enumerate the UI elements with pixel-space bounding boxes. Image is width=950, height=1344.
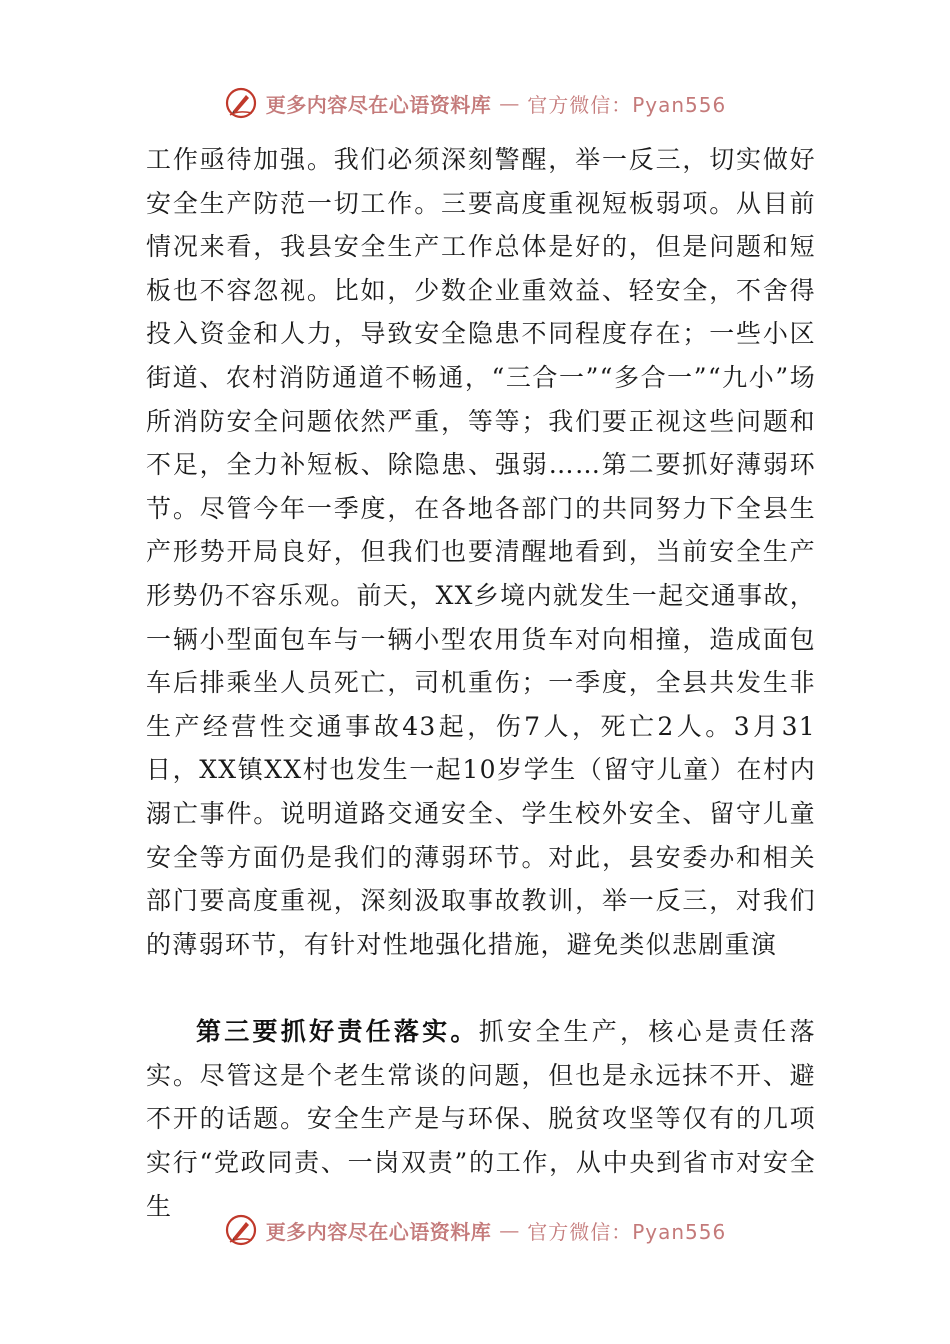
watermark-site-text: 更多内容尽在心语资料库 xyxy=(265,1219,492,1244)
document-body xyxy=(146,138,816,1228)
watermark-wechat-text: 官方微信：Pyan556 xyxy=(527,92,727,117)
paragraph-2-heading: 第三要抓好责任落实。 xyxy=(196,1017,479,1047)
footer-watermark xyxy=(0,1213,950,1247)
paragraph-2-body: 抓安全生产，核心是责任落实。尽管这是个老生常谈的问题，但也是永远抹不开、避不开的话题。安全生产是与环保、脱贫攻坚等仅有的几项实行“党政同责、一岗双责”的工作，从中央到省市对安全生 xyxy=(146,1017,816,1221)
watermark-site-text: 更多内容尽在心语资料库 xyxy=(265,92,492,117)
header-watermark xyxy=(0,86,950,120)
watermark-dash: — xyxy=(499,1218,520,1242)
paragraph-1: 工作亟待加强。我们必须深刻警醒，举一反三，切实做好安全生产防范一切工作。三要高度重视短板弱项。从目前情况来看，我县安全生产工作总体是好的，但是问题和短板也不容忽视。比如，少数企业重效益、轻安全，不舍得投入资金和人力，导致安全隐患不同程度存在；一些小区街道、农村消防通道不畅通，“三合一”“多合一”“九小”场所消防安全问题依然严重，等等；我们要正视这些问题和不足，全力补短板、除隐患、强弱……第二要抓好薄弱环节。尽管今年一季度，在各地各部门的共同努力下全县生产形势开局良好，但我们也要清醒地看到，当前安全生产形势仍不容乐观。前天，XX乡境内就发生一起交通事故，一辆小型面包车与一辆小型农用货车对向相撞，造成面包车后排乘坐人员死亡，司机重伤；一季度，全县共发生非生产经营性交通事故43起，伤7人，死亡2人。3月31日，XX镇XX村也发生一起10岁学生（留守儿童）在村内溺亡事件。说明道路交通安全、学生校外安全、留守儿童安全等方面仍是我们的薄弱环节。对此，县安委办和相关部门要高度重视，深刻汲取事故教训，举一反三，对我们的薄弱环节，有针对性地强化措施，避免类似悲剧重演 xyxy=(146,145,816,959)
pen-logo-icon xyxy=(224,86,258,120)
pen-logo-icon xyxy=(224,1213,258,1247)
watermark-wechat-text: 官方微信：Pyan556 xyxy=(527,1219,727,1244)
watermark-dash: — xyxy=(499,91,520,115)
paragraph-2 xyxy=(146,1010,816,1228)
